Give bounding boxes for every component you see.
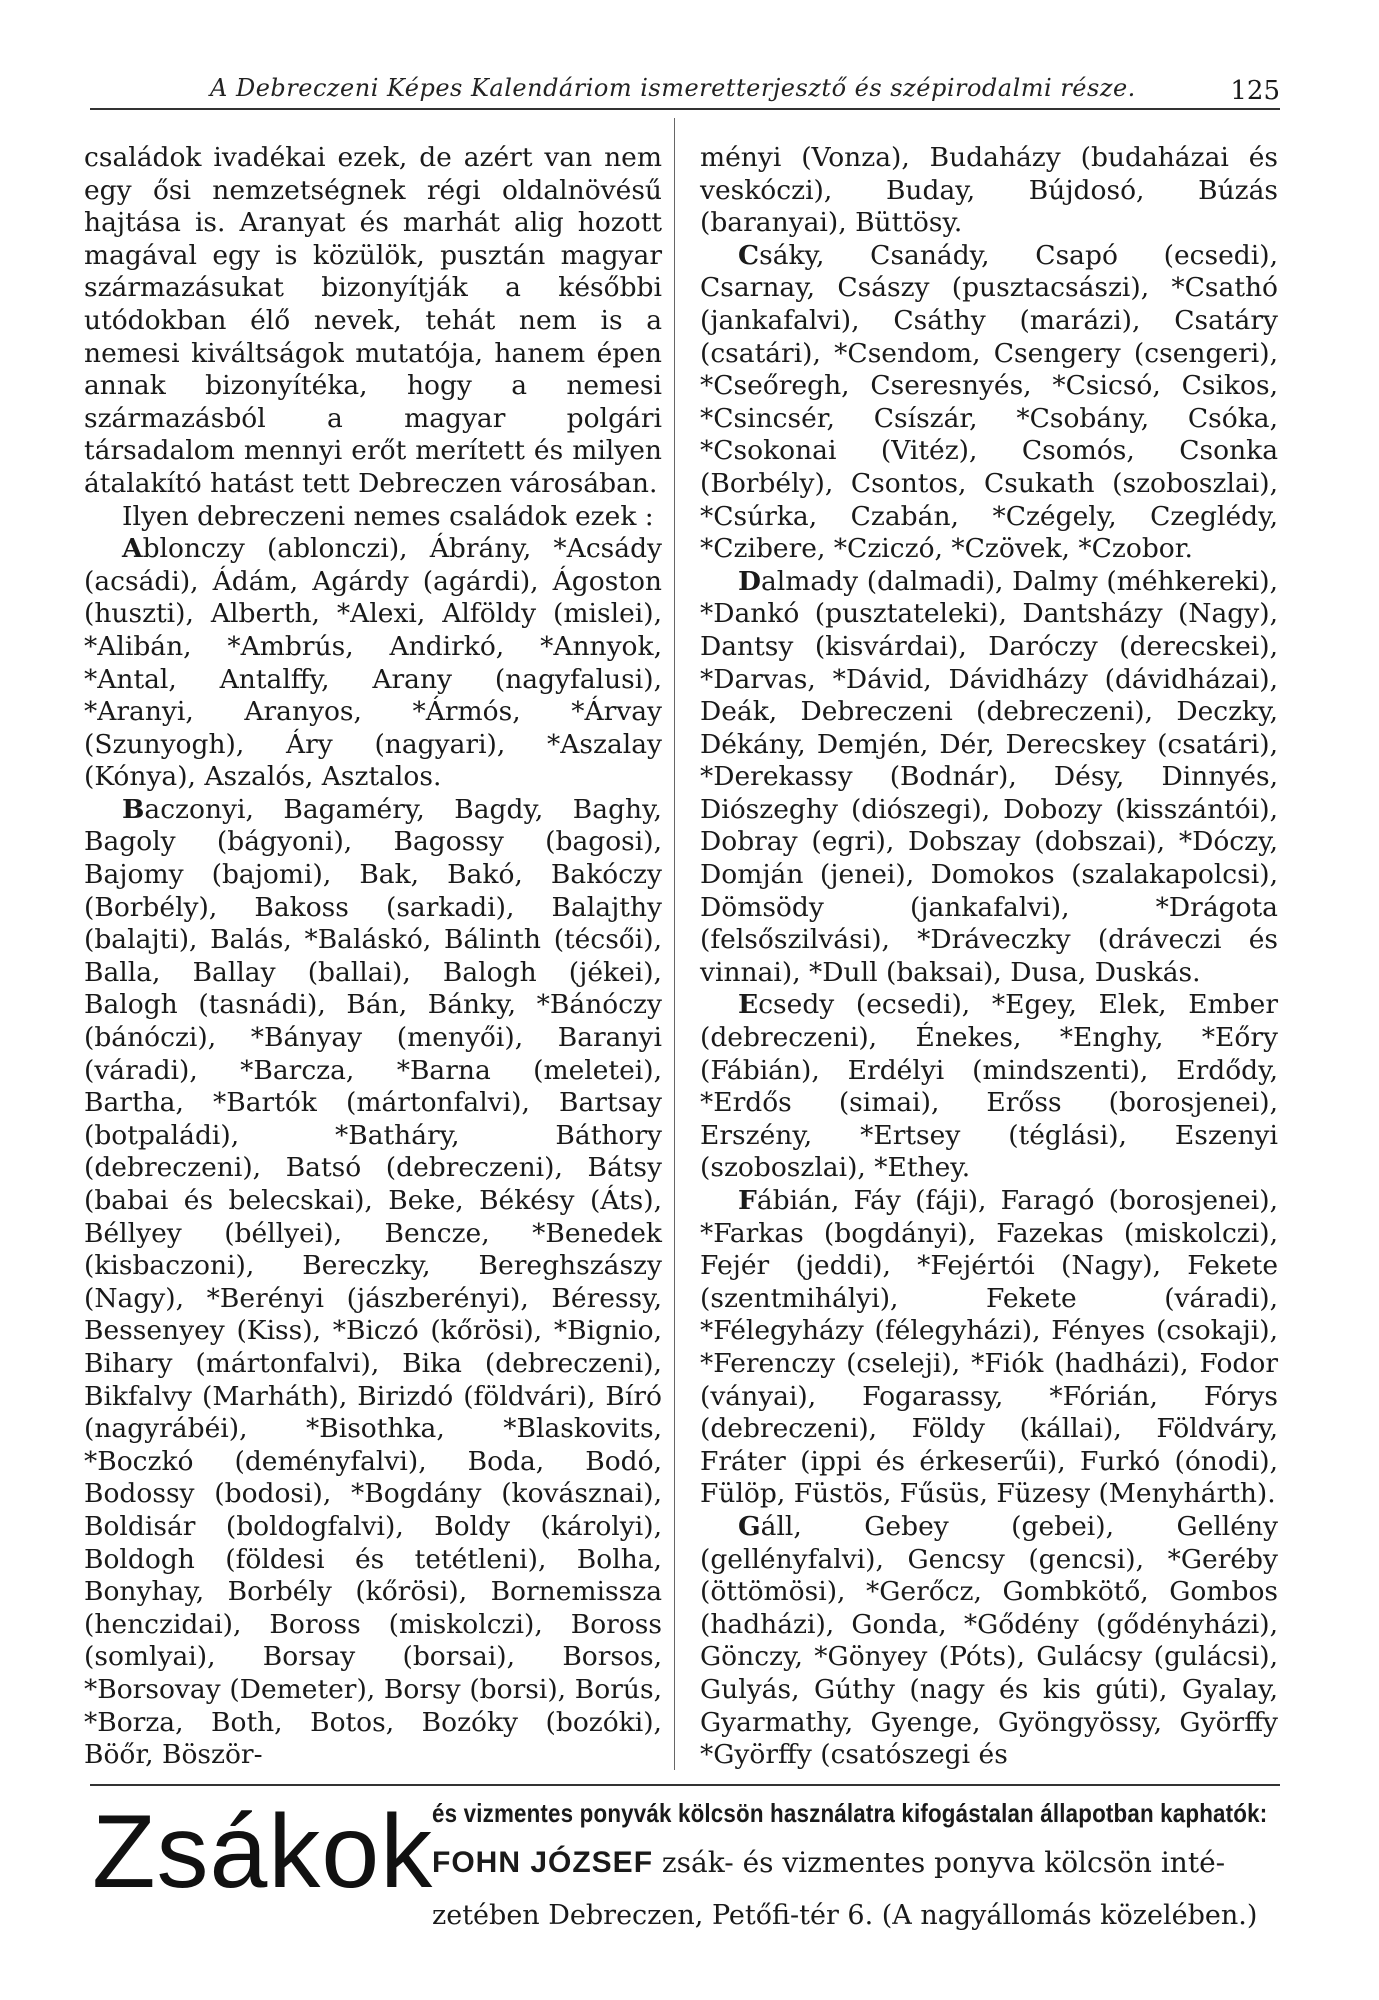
paragraph: Csáky, Csanády, Csapó (ecsedi), Csarnay, Császy (pusztacsászi), *Csathó (jankafalvi), Csáthy (marázi), Csatáry (csatári), *Csendom, Csengery (csengeri), *Cseőregh, Cseresnyés, *Csicsó, Csikos, *Csincsér, Csíszár, *Csobány, Csóka, *Csokonai (Vitéz), Csomós, Csonka (Borbély), Csontos, Csukath (szoboszlai), *Csúrka, Czabán, *Czégely, Czeglédy, *Czibere, *Cziczó, *Czövek, *Czobor. <box>700 239 1278 565</box>
ad-line-2: FOHN JÓZSEF zsák- és vizmentes ponyva kölcsön inté- <box>432 1846 1226 1879</box>
paragraph: Ecsedy (ecsedi), *Egey, Elek, Ember (debreczeni), Énekes, *Enghy, *Eőry (Fábián), Erdélyi (mindszenti), Erdődy, *Erdős (simai), Erőss (borosjenei), Erszény, *Ertsey (téglási), Eszenyi (szoboszlai), *Ethey. <box>700 989 1278 1184</box>
ad-address: zetében Debreczen, Petőfi-tér 6. (A nagyállomás közelében.) <box>432 1900 1258 1931</box>
running-header <box>90 70 1280 110</box>
header-rule <box>90 108 1280 110</box>
header-title: A Debreczeni Képes Kalendáriom ismeretterjesztő és szépirodalmi része. <box>210 74 1136 102</box>
paragraph: ményi (Vonza), Budaházy (budaházai és veskóczi), Buday, Bújdosó, Búzás (baranyai), Büttösy. <box>700 142 1278 239</box>
paragraph: Baczonyi, Bagaméry, Bagdy, Baghy, Bagoly (bágyoni), Bagossy (bagosi), Bajomy (bajomi), Bak, Bakó, Bakóczy (Borbély), Bakoss (sarkadi), Balajthy (balajti), Balás, *Baláskó, Bálinth (técsői), Balla, Ballay (ballai), Balogh (jékei), Balogh (tasnádi), Bán, Bánky, *Bánóczy (bánóczi), *Bányay (menyői), Baranyi (váradi), *Barcza, *Barna (meletei), Bartha, *Bartók (mártonfalvi), Bartsay (botpaládi), *Batháry, Báthory (debreczeni), Batsó (debreczeni), Bátsy (babai és belecskai), Beke, Békésy (Áts), Béllyey (béllyei), Bencze, *Benedek (kisbaczoni), Bereczky, Bereghszászy (Nagy), *Berényi (jászberényi), Béressy, Bessenyey (Kiss), *Biczó (kőrösi), *Bignio, Bihary (mártonfalvi), Bika (debreczeni), Bikfalvy (Marháth), Birizdó (földvári), Bíró (nagyrábéi), *Bisothka, *Blaskovits, *Boczkó (deményfalvi), Boda, Bodó, Bodossy (bodosi), *Bogdány (kovásznai), Boldisár (boldogfalvi), Boldy (károlyi), Boldogh (földesi és tetétleni), Bolha, Bonyhay, Borbély (kőrösi), Bornemissza (henczidai), Boross (miskolczi), Boross (somlyai), Borsay (borsai), Borsos, *Borsovay (Demeter), Borsy (borsi), Borús, *Borza, Both, Botos, Bozóky (bozóki), Böőr, Böször- <box>84 793 662 1771</box>
paragraph: családok ivadékai ezek, de azért van nem egy ősi nemzetségnek régi oldalnövésű hajtása is. Aranyat és marhát alig hozott magával egy is közülök, pusztán magyar származásukat bizonyítják a későbbi utódokban élő nevek, tehát nem is a nemesi kiváltságok mutatója, hanem épen annak bizonyítéka, hogy a nemesi származásból a magyar polgári társadalom mennyi erőt merített és milyen átalakító hatást tett Debreczen városában. <box>84 142 662 499</box>
paragraph: Ablonczy (ablonczi), Ábrány, *Acsády (acsádi), Ádám, Agárdy (agárdi), Ágoston (huszti), Alberth, *Alexi, Alföldy (mislei), *Alibán, *Ambrús, Andirkó, *Annyok, *Antal, Antalffy, Arany (nagyfalusi), *Aranyi, Aranyos, *Ármós, *Árvay (Szunyogh), Áry (nagyari), *Aszalay (Kónya), Aszalós, Asztalos. <box>84 533 662 793</box>
paragraph: Dalmady (dalmadi), Dalmy (méhkereki), *Dankó (pusztateleki), Dantsházy (Nagy), Dantsy (kisvárdai), Daróczy (derecskei), *Darvas, *Dávid, Dávidházy (dávidházai), Deák, Debreczeni (debreczeni), Deczky, Dékány, Demjén, Dér, Derecskey (csatári), *Derekassy (Bodnár), Désy, Dinnyés, Diószeghy (diószegi), Dobozy (kisszántói), Dobray (egri), Dobszay (dobszai), *Dóczy, Domján (jenei), Domokos (szalakapolcsi), Dömsödy (jankafalvi), *Drágota (felsőszilvási), *Dráveczky (dráveczi és vinnai), *Dull (baksai), Dusa, Duskás. <box>700 565 1278 988</box>
right-column <box>700 142 1278 1772</box>
advertisement-rule <box>90 1784 1280 1786</box>
paragraph: Ilyen debreczeni nemes családok ezek : <box>122 500 654 532</box>
page-number: 125 <box>1230 76 1280 106</box>
column-divider <box>674 118 675 1770</box>
left-column <box>84 142 662 1772</box>
ad-tagline: és vizmentes ponyvák kölcsön használatra kifogástalan állapotban kaphatók: <box>432 1798 1268 1828</box>
paragraph: Gáll, Gebey (gebei), Gellény (gellényfalvi), Gencsy (gencsi), *Geréby (öttömösi), *Gerőcz, Gombkötő, Gombos (hadházi), Gonda, *Gődény (gődényházi), Gönczy, *Gönyey (Póts), Gulácsy (gulácsi), Gulyás, Gúthy (nagy és kis gúti), Gyalay, Gyarmathy, Gyenge, Gyöngyössy, Györffy *Györffy (csatószegi és <box>700 1510 1278 1771</box>
paragraph: Fábián, Fáy (fáji), Faragó (borosjenei), *Farkas (bogdányi), Fazekas (miskolczi), Fejér (jeddi), *Fejértói (Nagy), Fekete (szentmihályi), Fekete (váradi), *Félegyházy (félegyházi), Fényes (csokaji), *Ferenczy (cseleji), *Fiók (hadházi), Fodor (ványai), Fogarassy, *Fórián, Fórys (debreczeni), Földy (kállai), Földváry, Fráter (ippi és érkeserűi), Furkó (ónodi), Fülöp, Füstös, Fűsüs, Füzesy (Menyhárth). <box>700 1185 1278 1510</box>
ad-headline: Zsákok <box>92 1794 434 1910</box>
ad-merchant-name: FOHN JÓZSEF <box>432 1846 654 1879</box>
